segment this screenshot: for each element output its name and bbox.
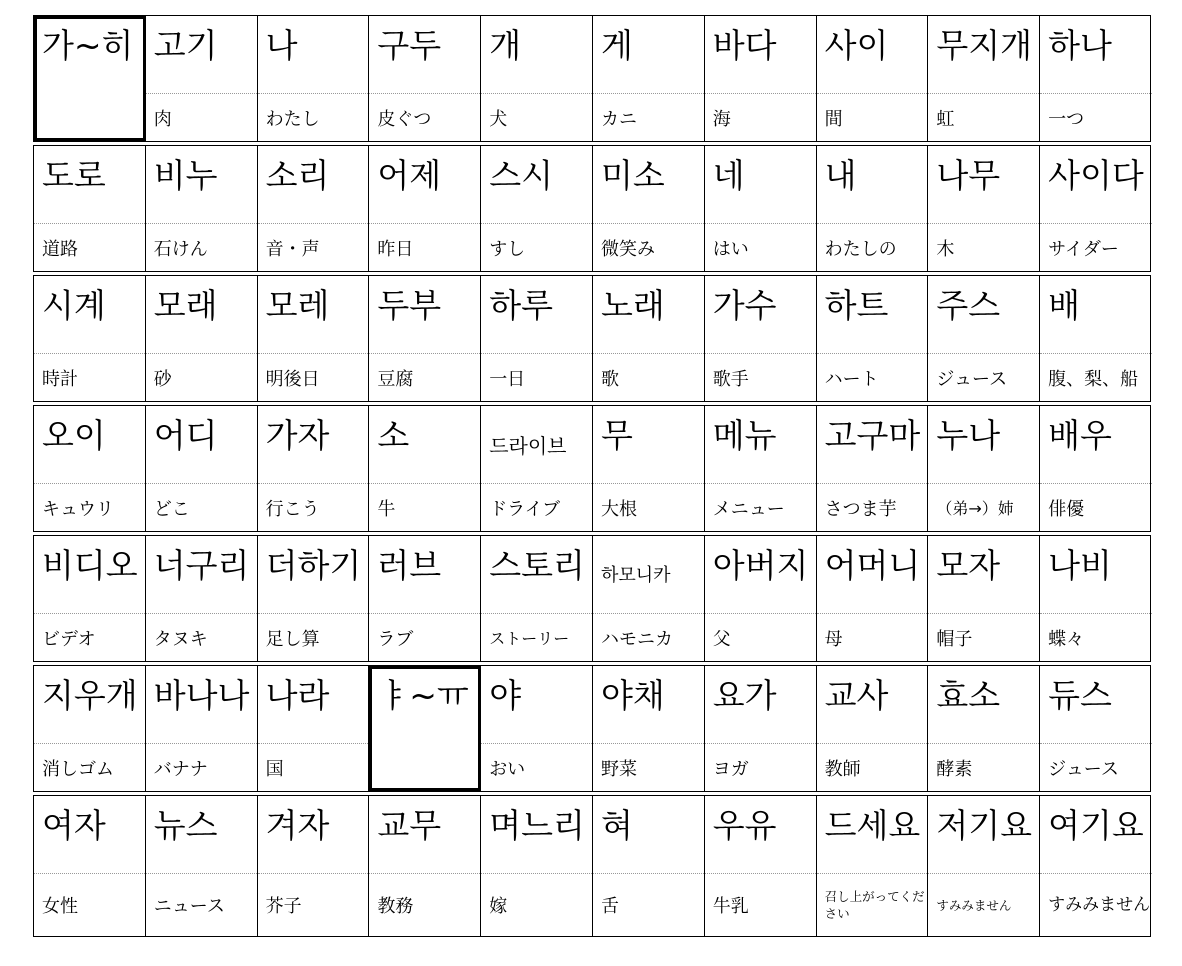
vocab-cell (705, 666, 817, 791)
vocab-cell (146, 406, 258, 531)
korean-word: 비디오 (34, 536, 145, 614)
japanese-meaning: 明後日 (265, 368, 320, 390)
vocab-cell (1040, 666, 1152, 791)
japanese-meaning: 音・声 (265, 238, 320, 260)
japanese-meaning: 木 (936, 238, 955, 260)
japanese-meaning: カニ (600, 108, 637, 130)
vocab-cell (34, 406, 146, 531)
japanese-meaning: はい (712, 238, 749, 260)
section-range-label: 가~히 (42, 26, 134, 65)
vocab-cell (1040, 536, 1152, 661)
japanese-meaning: 砂 (153, 368, 172, 390)
korean-word: 나라 (258, 666, 369, 744)
japanese-meaning: 道路 (42, 238, 78, 260)
japanese-meaning: 芥子 (265, 896, 302, 917)
korean-word: 겨자 (258, 796, 369, 874)
japanese-meaning: 帽子 (936, 628, 973, 650)
korean-word: 주스 (928, 276, 1039, 354)
korean-word: 뉴스 (146, 796, 257, 874)
vocab-cell (928, 666, 1040, 791)
vocab-cell (369, 406, 481, 531)
vocab-cell (146, 536, 258, 661)
vocab-cell (146, 16, 258, 141)
korean-word: 하트 (817, 276, 928, 354)
korean-word: 효소 (928, 666, 1039, 744)
japanese-meaning: ヨガ (712, 758, 749, 780)
japanese-meaning: 一日 (489, 368, 526, 390)
vocab-cell (928, 276, 1040, 401)
korean-word: 듀스 (1040, 666, 1152, 744)
korean-word: 스시 (481, 146, 592, 224)
vocab-row (33, 665, 1151, 792)
japanese-meaning: ラブ (377, 628, 414, 650)
vocab-row (33, 405, 1151, 532)
korean-word: 지우개 (34, 666, 145, 744)
japanese-meaning: わたしの (824, 238, 897, 260)
vocab-cell (928, 406, 1040, 531)
japanese-meaning: ニュース (153, 896, 225, 917)
japanese-meaning: 大根 (600, 498, 637, 520)
section-header-cell (369, 666, 481, 791)
korean-word: 비누 (146, 146, 257, 224)
vocab-cell (369, 146, 481, 271)
japanese-meaning: 間 (824, 108, 843, 130)
japanese-meaning: 召し上がってください (824, 889, 925, 921)
japanese-meaning: 教務 (377, 896, 414, 917)
japanese-meaning: 犬 (489, 108, 508, 130)
japanese-meaning: 行こう (265, 498, 320, 520)
vocab-cell (258, 276, 370, 401)
korean-word: 여자 (34, 796, 145, 874)
vocab-cell (146, 796, 258, 936)
vocab-cell (481, 146, 593, 271)
korean-word: 미소 (593, 146, 704, 224)
korean-word: 도로 (34, 146, 145, 224)
korean-word: 저기요 (928, 796, 1039, 874)
vocab-cell (258, 146, 370, 271)
japanese-meaning: 微笑み (600, 238, 655, 260)
japanese-meaning (34, 94, 145, 141)
korean-word: 바나나 (146, 666, 257, 744)
japanese-meaning: おい (489, 758, 526, 780)
japanese-meaning: 石けん (153, 238, 208, 260)
vocab-cell (817, 276, 929, 401)
korean-word: 구두 (369, 16, 480, 94)
vocab-cell (34, 666, 146, 791)
japanese-meaning: ジュース (936, 368, 1008, 390)
korean-word: 하루 (481, 276, 592, 354)
vocab-row (33, 275, 1151, 402)
korean-word: 무지개 (928, 16, 1039, 94)
korean-word: 요가 (705, 666, 816, 744)
japanese-meaning: 母 (824, 628, 843, 650)
section-range-label: ㅑ~ㅠ (377, 676, 469, 715)
japanese-meaning: 肉 (153, 108, 172, 130)
japanese-meaning: ハモニカ (600, 628, 673, 650)
vocab-cell (1040, 406, 1152, 531)
vocab-cell (593, 16, 705, 141)
japanese-meaning: ジュース (1048, 758, 1119, 780)
korean-word: 배 (1040, 276, 1152, 354)
vocabulary-grid (33, 15, 1151, 937)
japanese-meaning: 酵素 (936, 758, 973, 780)
japanese-meaning: ストーリー (489, 629, 570, 648)
vocab-cell (258, 536, 370, 661)
vocab-cell (481, 536, 593, 661)
vocab-cell (34, 146, 146, 271)
japanese-meaning: サイダー (1048, 238, 1119, 260)
vocab-cell (481, 16, 593, 141)
vocab-cell (258, 16, 370, 141)
vocab-cell (1040, 16, 1152, 141)
korean-word: 여기요 (1040, 796, 1152, 874)
japanese-meaning: 歌手 (712, 368, 749, 390)
korean-word: 혀 (593, 796, 704, 874)
vocab-cell (817, 406, 929, 531)
vocab-cell (928, 796, 1040, 936)
korean-word: 어디 (146, 406, 257, 484)
japanese-meaning: ドライブ (489, 498, 561, 520)
vocab-row (33, 15, 1151, 142)
vocab-cell (258, 406, 370, 531)
japanese-meaning: 蝶々 (1048, 628, 1085, 650)
japanese-meaning: 豆腐 (377, 368, 414, 390)
korean-word: 가수 (705, 276, 816, 354)
japanese-meaning (369, 744, 480, 791)
japanese-meaning: タヌキ (153, 628, 208, 650)
korean-word: 고구마 (817, 406, 928, 484)
korean-word: 가자 (258, 406, 369, 484)
korean-word: 오이 (34, 406, 145, 484)
korean-word: 교사 (817, 666, 928, 744)
vocab-cell (928, 146, 1040, 271)
korean-word: 게 (593, 16, 704, 94)
vocab-cell (593, 146, 705, 271)
vocab-cell (817, 16, 929, 141)
vocab-cell (369, 276, 481, 401)
vocab-cell (146, 146, 258, 271)
japanese-meaning: 足し算 (265, 628, 320, 650)
japanese-meaning: 女性 (42, 896, 78, 917)
vocab-cell (369, 796, 481, 936)
japanese-meaning: 舌 (600, 896, 619, 917)
korean-word: 하나 (1040, 16, 1152, 94)
korean-word: 나 (258, 16, 369, 94)
korean-word: 내 (817, 146, 928, 224)
korean-word: 누나 (928, 406, 1039, 484)
vocab-cell (146, 276, 258, 401)
korean-word: 두부 (369, 276, 480, 354)
korean-word: 모래 (146, 276, 257, 354)
vocab-cell (481, 406, 593, 531)
vocab-cell (705, 796, 817, 936)
japanese-meaning: 俳優 (1048, 498, 1085, 520)
vocab-cell (34, 536, 146, 661)
section-header-cell (34, 16, 146, 141)
japanese-meaning: さつま芋 (824, 498, 897, 520)
japanese-meaning: 教師 (824, 758, 861, 780)
korean-word: 더하기 (258, 536, 369, 614)
japanese-meaning: 牛 (377, 498, 396, 520)
japanese-meaning: ハート (824, 368, 879, 390)
korean-word: 우유 (705, 796, 816, 874)
vocab-row (33, 145, 1151, 272)
korean-word: 사이다 (1040, 146, 1152, 224)
vocab-cell (481, 796, 593, 936)
korean-word: 노래 (593, 276, 704, 354)
japanese-meaning: 虹 (936, 108, 955, 130)
vocab-cell (705, 536, 817, 661)
japanese-meaning: キュウリ (42, 498, 114, 520)
korean-word: 너구리 (146, 536, 257, 614)
korean-word: 모자 (928, 536, 1039, 614)
korean-word: 드세요 (817, 796, 928, 874)
japanese-meaning: 国 (265, 758, 284, 780)
korean-word: 하모니카 (593, 536, 704, 614)
korean-word: 어제 (369, 146, 480, 224)
japanese-meaning: ビデオ (42, 628, 96, 650)
korean-word: 바다 (705, 16, 816, 94)
vocab-cell (258, 666, 370, 791)
vocab-cell (369, 16, 481, 141)
vocab-cell (705, 276, 817, 401)
japanese-meaning: 皮ぐつ (377, 108, 432, 130)
vocab-cell (593, 276, 705, 401)
japanese-meaning: 父 (712, 628, 731, 650)
japanese-meaning: 海 (712, 108, 731, 130)
japanese-meaning: わたし (265, 108, 320, 130)
vocab-cell (705, 16, 817, 141)
vocab-cell (705, 146, 817, 271)
japanese-meaning: すし (489, 238, 526, 260)
japanese-meaning: 嫁 (489, 896, 508, 917)
vocab-cell (593, 666, 705, 791)
korean-word: 메뉴 (705, 406, 816, 484)
korean-word: 드라이브 (481, 406, 592, 484)
vocab-cell (593, 406, 705, 531)
vocab-cell (593, 796, 705, 936)
korean-word: 소 (369, 406, 480, 484)
vocab-cell (817, 536, 929, 661)
korean-word: 사이 (817, 16, 928, 94)
japanese-meaning: 歌 (600, 368, 619, 390)
vocab-cell (817, 146, 929, 271)
vocab-cell (1040, 796, 1152, 936)
korean-word: 고기 (146, 16, 257, 94)
korean-word: 야채 (593, 666, 704, 744)
korean-word: 야 (481, 666, 592, 744)
korean-word: 무 (593, 406, 704, 484)
korean-word: 스토리 (481, 536, 592, 614)
japanese-meaning: 腹、梨、船 (1048, 368, 1139, 390)
japanese-meaning: すみみません (1048, 895, 1151, 915)
vocab-cell (705, 406, 817, 531)
korean-word: 아버지 (705, 536, 816, 614)
vocab-cell (258, 796, 370, 936)
japanese-meaning: どこ (153, 498, 190, 520)
japanese-meaning: （弟→）姉 (936, 499, 1014, 518)
vocab-cell (481, 666, 593, 791)
japanese-meaning: 時計 (42, 368, 78, 390)
korean-word: 배우 (1040, 406, 1152, 484)
korean-word: 개 (481, 16, 592, 94)
korean-word: 어머니 (817, 536, 928, 614)
japanese-meaning: すみみません (936, 897, 1012, 913)
vocab-cell (34, 276, 146, 401)
vocab-cell (34, 796, 146, 936)
korean-word: 나비 (1040, 536, 1152, 614)
korean-word: 며느리 (481, 796, 592, 874)
korean-word: 소리 (258, 146, 369, 224)
japanese-meaning: 消しゴム (42, 758, 114, 780)
japanese-meaning: 野菜 (600, 758, 637, 780)
korean-word: 모레 (258, 276, 369, 354)
vocab-cell (593, 536, 705, 661)
vocab-cell (369, 536, 481, 661)
japanese-meaning: 牛乳 (712, 896, 749, 917)
vocab-row (33, 795, 1151, 937)
vocab-cell (481, 276, 593, 401)
vocab-cell (928, 16, 1040, 141)
vocab-row (33, 535, 1151, 662)
vocab-cell (1040, 146, 1152, 271)
vocab-cell (817, 666, 929, 791)
korean-word: 시계 (34, 276, 145, 354)
vocab-cell (1040, 276, 1152, 401)
vocab-cell (146, 666, 258, 791)
japanese-meaning: 一つ (1048, 108, 1085, 130)
korean-word: 네 (705, 146, 816, 224)
korean-word: 교무 (369, 796, 480, 874)
japanese-meaning: 昨日 (377, 238, 414, 260)
korean-word: 러브 (369, 536, 480, 614)
japanese-meaning: メニュー (712, 498, 785, 520)
japanese-meaning: バナナ (153, 758, 208, 780)
vocab-cell (817, 796, 929, 936)
korean-word: 나무 (928, 146, 1039, 224)
vocab-cell (928, 536, 1040, 661)
